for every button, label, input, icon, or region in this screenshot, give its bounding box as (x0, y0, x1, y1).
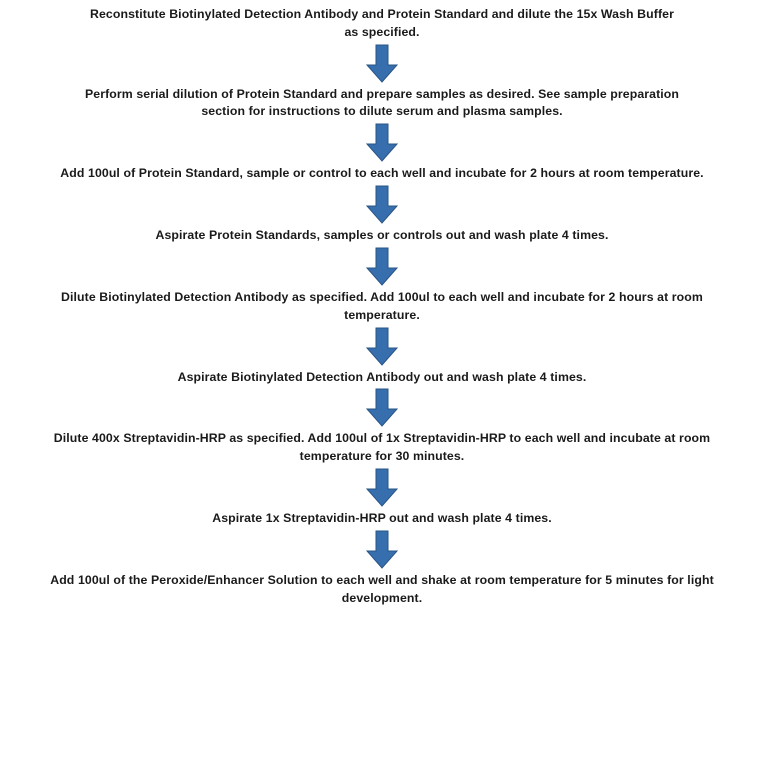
down-arrow-icon (364, 528, 400, 572)
down-arrow-icon (364, 183, 400, 227)
down-arrow-icon (364, 245, 400, 289)
step-2-text: Perform serial dilution of Protein Standard and prepare samples as desired. See sample preparation section for instructions to dilute serum and plasma samples. (84, 86, 680, 119)
step-8-text: Aspirate 1x Streptavidin-HRP out and wash plate 4 times. (212, 511, 552, 526)
down-arrow-icon (364, 42, 400, 86)
down-arrow-icon (364, 325, 400, 369)
down-arrow-icon (364, 466, 400, 510)
step-7-text: Dilute 400x Streptavidin-HRP as specified. Add 100ul of 1x Streptavidin-HRP to each well and incubate at room temperature for 30 minutes. (53, 431, 711, 464)
step-9-text: Add 100ul of the Peroxide/Enhancer Solution to each well and shake at room temperature for 5 minutes for light development. (50, 572, 714, 605)
step-1-text: Reconstitute Biotinylated Detection Antibody and Protein Standard and dilute the 15x Wash Buffer as specified. (90, 7, 674, 39)
step-3-text: Add 100ul of Protein Standard, sample or control to each well and incubate for 2 hours at room temperature. (60, 166, 704, 181)
step-4-text: Aspirate Protein Standards, samples or controls out and wash plate 4 times. (155, 228, 609, 243)
step-5-text: Dilute Biotinylated Detection Antibody as specified. Add 100ul to each well and incubate for 2 hours at room temperature. (61, 289, 703, 322)
down-arrow-icon (364, 386, 400, 430)
down-arrow-icon (364, 121, 400, 165)
step-6-text: Aspirate Biotinylated Detection Antibody out and wash plate 4 times. (177, 369, 587, 384)
